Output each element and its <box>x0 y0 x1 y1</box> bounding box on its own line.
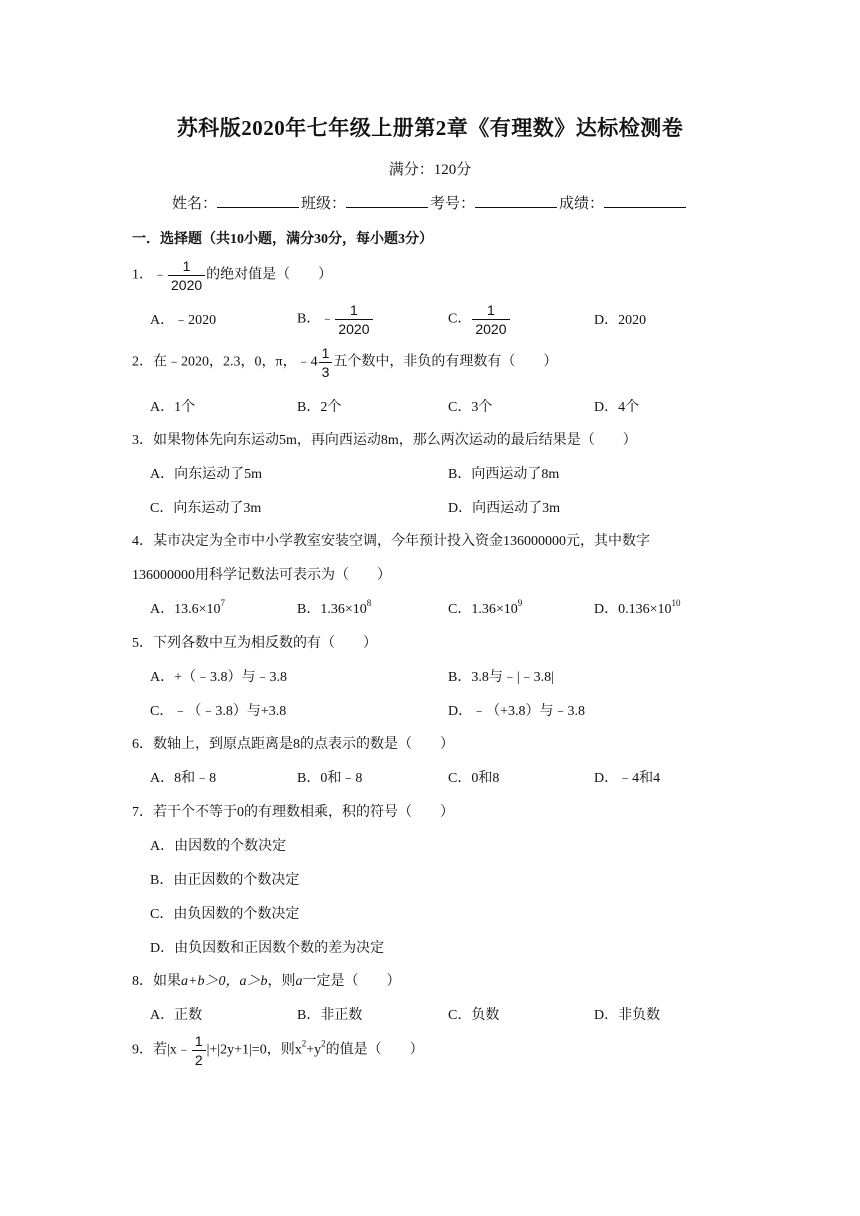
page-title: 苏科版2020年七年级上册第2章《有理数》达标检测卷 <box>176 116 684 140</box>
exponent: 7 <box>220 598 226 608</box>
q4-option-a <box>150 598 225 618</box>
question-4-line-1: 4．某市决定为全市中小学教室安装空调，今年预计投入资金136000000元，其中数字 <box>132 534 650 549</box>
exponent: 9 <box>517 598 523 608</box>
exponent: 2 <box>321 1038 326 1049</box>
question-text: 的绝对值是（ ） <box>206 267 333 283</box>
q1-option-a: A．﹣2020 <box>150 313 217 328</box>
q2-option-d: D．4个 <box>594 400 640 415</box>
fraction-numerator: 1 <box>192 1034 206 1051</box>
option-label: B． <box>297 311 321 327</box>
question-text: +y <box>306 1042 322 1058</box>
exam-no-blank <box>475 193 557 208</box>
section-heading: 一．选择题（共10小题，满分30分，每小题3分） <box>132 232 433 247</box>
fraction <box>335 303 372 336</box>
fraction-numerator: 1 <box>335 303 372 320</box>
question-1 <box>132 259 332 292</box>
question-text: |+|2y+1|=0，则x <box>206 1042 302 1058</box>
fraction-denominator: 2020 <box>338 321 370 337</box>
fraction <box>192 1034 206 1067</box>
full-score: 满分：120分 <box>388 162 472 178</box>
fraction-numerator: 1 <box>319 346 333 363</box>
q7-option-b: B．由正因数的个数决定 <box>150 873 300 888</box>
minus-sign: ﹣ <box>320 311 335 327</box>
q6-option-d: D．﹣4和4 <box>594 771 661 786</box>
q2-option-b: B．2个 <box>297 400 342 415</box>
fraction-denominator: 2020 <box>171 277 203 293</box>
q3-option-a: A．向东运动了5m <box>150 467 262 482</box>
class-blank <box>346 193 428 208</box>
question-text: 2．在﹣2020，2.3，0，π，﹣4 <box>132 354 318 370</box>
question-text: 一定是（ ） <box>302 974 401 989</box>
math-condition: a+b＞0，a＞b <box>181 974 268 989</box>
question-text: 的值是（ ） <box>325 1042 424 1058</box>
question-text: 9．若|x﹣ <box>132 1042 191 1058</box>
q8-option-a: A．正数 <box>150 1008 203 1023</box>
name-blank <box>217 193 299 208</box>
q3-option-d: D．向西运动了3m <box>448 501 560 516</box>
student-info-line <box>172 192 688 213</box>
question-7: 7．若干个不等于0的有理数相乘，积的符号（ ） <box>132 805 454 820</box>
fraction-numerator: 1 <box>472 303 509 320</box>
question-4-line-2: 136000000用科学记数法可表示为（ ） <box>132 568 391 583</box>
fraction-numerator: 1 <box>168 259 205 276</box>
question-number: 1． <box>132 267 153 283</box>
q6-option-c: C．0和8 <box>448 771 500 786</box>
question-5: 5．下列各数中互为相反数的有（ ） <box>132 636 377 651</box>
question-3: 3．如果物体先向东运动5m，再向西运动8m，那么两次运动的最后结果是（ ） <box>132 433 637 448</box>
question-text: ，则 <box>267 974 296 989</box>
fraction-denominator: 2 <box>194 1052 203 1068</box>
class-label: 班级： <box>301 196 347 212</box>
q8-option-d: D．非负数 <box>594 1008 661 1023</box>
question-9 <box>132 1034 424 1067</box>
option-text: A．13.6×10 <box>150 602 221 617</box>
q4-option-d <box>594 598 681 618</box>
q1-option-b <box>297 303 374 336</box>
q7-option-a: A．由因数的个数决定 <box>150 839 287 854</box>
exponent: 2 <box>301 1038 307 1049</box>
q1-option-c <box>448 303 511 336</box>
q5-option-a: A．+（﹣3.8）与﹣3.8 <box>150 670 288 685</box>
fraction-denominator: 3 <box>321 364 330 380</box>
question-8 <box>132 970 400 990</box>
q8-option-b: B．非正数 <box>297 1008 363 1023</box>
question-text: 8．如果 <box>132 974 181 989</box>
q6-option-b: B．0和﹣8 <box>297 771 363 786</box>
minus-sign: ﹣ <box>153 267 167 283</box>
grade-blank <box>604 193 686 208</box>
name-label: 姓名： <box>172 196 218 212</box>
fraction <box>472 303 509 336</box>
question-text: 五个数中，非负的有理数有（ ） <box>333 354 558 370</box>
q5-option-c: C．﹣（﹣3.8）与+3.8 <box>150 704 287 719</box>
q3-option-c: C．向东运动了3m <box>150 501 262 516</box>
q4-option-b <box>297 598 371 618</box>
exam-no-label: 考号： <box>430 196 476 212</box>
q2-option-a: A．1个 <box>150 400 196 415</box>
q7-option-c: C．由负因数的个数决定 <box>150 907 300 922</box>
q4-option-c <box>448 598 522 618</box>
q2-option-c: C．3个 <box>448 400 493 415</box>
q5-option-d: D．﹣（+3.8）与﹣3.8 <box>448 704 586 719</box>
q6-option-a: A．8和﹣8 <box>150 771 217 786</box>
option-text: B．1.36×10 <box>297 602 367 617</box>
fraction <box>319 346 333 379</box>
q7-option-d: D．由负因数和正因数个数的差为决定 <box>150 941 385 956</box>
exponent: 8 <box>366 598 372 608</box>
option-text: D．0.136×10 <box>594 602 672 617</box>
option-text: C．1.36×10 <box>448 602 518 617</box>
exponent: 10 <box>671 598 681 608</box>
fraction <box>168 259 205 292</box>
q3-option-b: B．向西运动了8m <box>448 467 560 482</box>
question-6: 6．数轴上，到原点距离是8的点表示的数是（ ） <box>132 737 454 752</box>
fraction-denominator: 2020 <box>475 321 507 337</box>
q8-option-c: C．负数 <box>448 1008 500 1023</box>
grade-label: 成绩： <box>559 196 605 212</box>
question-2 <box>132 346 557 379</box>
q5-option-b: B．3.8与﹣|﹣3.8| <box>448 670 554 685</box>
option-label: C． <box>448 311 472 327</box>
math-variable: a <box>295 974 303 989</box>
q1-option-d: D．2020 <box>594 313 647 328</box>
